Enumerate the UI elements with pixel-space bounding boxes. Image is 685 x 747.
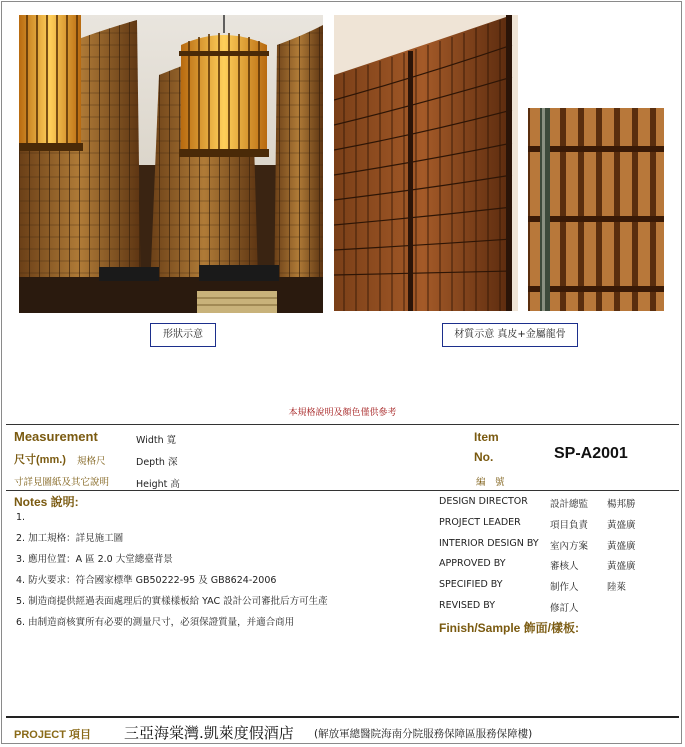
- measurement-title: Measurement: [14, 429, 98, 444]
- project-label: PROJECT 項目: [14, 729, 92, 741]
- project-sub: (解放軍總醫院海南分院服務保障區服務保障樓): [314, 728, 533, 740]
- notes-title: Notes 說明:: [14, 495, 79, 509]
- lobby-photo: [19, 15, 323, 313]
- staff-role-cn: 設計總監: [550, 499, 589, 510]
- staff-role: INTERIOR DESIGN BY: [439, 537, 539, 549]
- note-item: 5. 制造商提供經過表面處理后的實樣樣板給 YAC 設計公司審批后方可生產: [16, 596, 328, 607]
- spec-label: 規格尺: [77, 456, 106, 467]
- spec-sheet: [1, 1, 682, 744]
- material-caption: 材質示意 真皮+金屬龍骨: [442, 323, 578, 347]
- note-item: 2. 加工規格：詳見施工圖: [16, 533, 124, 544]
- staff-role: APPROVED BY: [439, 558, 506, 570]
- divider-top: [6, 424, 679, 425]
- staff-role-cn: 審核人: [550, 561, 579, 573]
- shape-caption: 形狀示意: [150, 323, 216, 347]
- staff-name: 陸萊: [607, 582, 627, 594]
- staff-role: SPECIFIED BY: [439, 579, 503, 591]
- see-drawing-label: 寸詳見圖紙及其它說明: [14, 477, 110, 488]
- staff-role-cn: 修訂人: [550, 602, 579, 614]
- item-label: Item: [474, 430, 499, 444]
- screen-illustration: [334, 15, 518, 311]
- item-code: SP-A2001: [554, 445, 628, 462]
- divider-mid: [6, 490, 679, 491]
- finish-sample-label: Finish/Sample 飾面/樣板:: [439, 621, 580, 635]
- height-label: Height 高: [136, 479, 180, 490]
- depth-label: Depth 深: [136, 457, 178, 468]
- woven-screen-photo: [334, 15, 518, 311]
- notes-list: [16, 512, 328, 638]
- staff-name: 楊邦勝: [607, 499, 636, 510]
- item-no-cn: 編 號: [476, 477, 505, 488]
- staff-role-cn: 項目負責: [550, 519, 589, 531]
- divider-bottom: [6, 716, 679, 718]
- disclaimer: 本規格說明及顏色僅供參考: [288, 408, 397, 418]
- staff-role-cn: 室內方案: [550, 540, 589, 552]
- detail-illustration: [528, 108, 664, 311]
- item-no-label: No.: [474, 450, 494, 464]
- staff-name: 黃盛廣: [607, 561, 636, 573]
- size-label: 尺寸(mm.): [14, 454, 66, 466]
- staff-role: PROJECT LEADER: [439, 516, 521, 528]
- note-item: 3. 應用位置：A 區 2.0 大堂總臺背景: [16, 554, 173, 565]
- width-label: Width 寬: [136, 435, 177, 446]
- staff-role: DESIGN DIRECTOR: [439, 496, 528, 507]
- staff-name: 黃盛廣: [607, 540, 636, 552]
- note-item: 6. 由制造商核實所有必要的測量尺寸，必須保證質量，并適合商用: [16, 617, 295, 628]
- staff-role: REVISED BY: [439, 599, 496, 611]
- staff-role-cn: 制作人: [550, 582, 579, 594]
- staff-name: 黃盛廣: [607, 519, 636, 531]
- weave-detail-photo: [528, 108, 664, 311]
- lobby-illustration: [19, 15, 323, 313]
- note-item: 1.: [16, 512, 26, 523]
- project-name: 三亞海棠灣.凱萊度假酒店: [124, 724, 294, 742]
- note-item: 4. 防火要求：符合國家標準 GB50222-95 及 GB8624-2006: [16, 575, 277, 586]
